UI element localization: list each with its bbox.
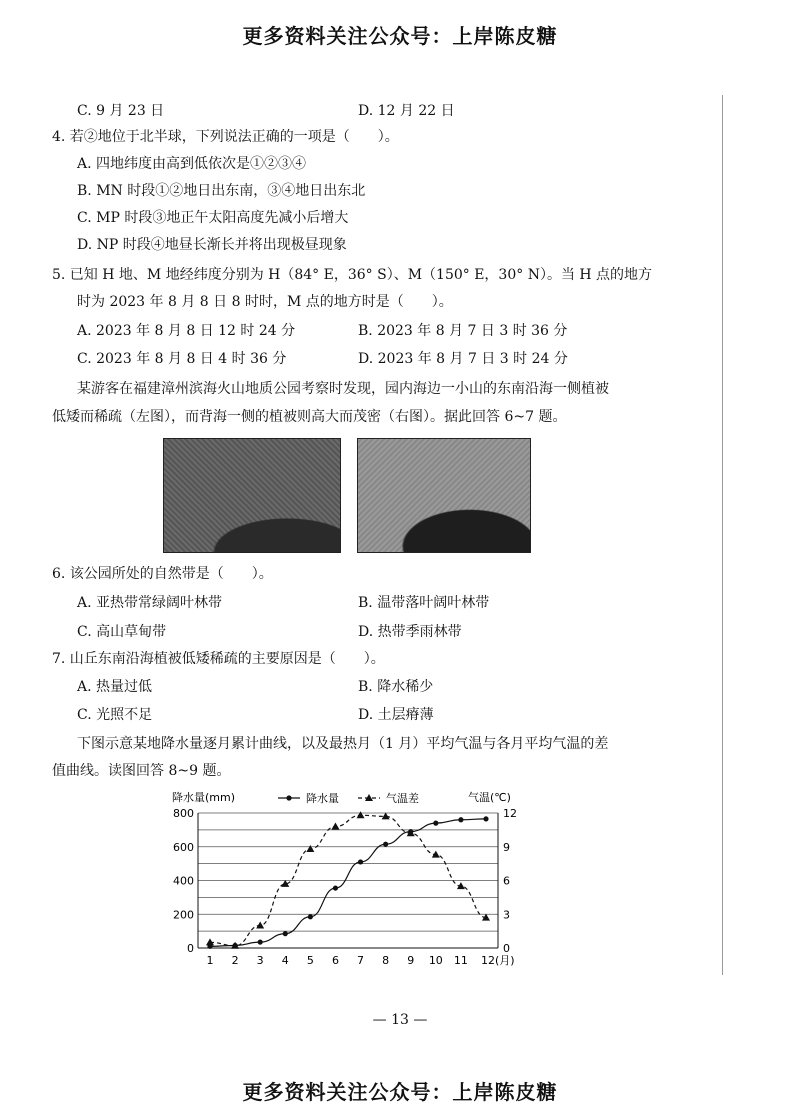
q3-option-c: C. 9 月 23 日 (77, 103, 165, 119)
page-number: — 13 — (372, 1012, 428, 1028)
legend-precip-label: 降水量 (306, 792, 339, 805)
q4-stem: 4. 若②地位于北半球，下列说法正确的一项是（ ）。 (52, 129, 399, 145)
x-tick-label: 1 (206, 954, 214, 967)
right-tick-label: 9 (503, 840, 510, 854)
right-axis-title: 气温(℃) (468, 791, 511, 804)
precipitation-temperature-chart (160, 783, 540, 978)
q5-option-d: D. 2023 年 8 月 7 日 3 时 24 分 (358, 351, 568, 367)
q7-option-d: D. 土层瘠薄 (358, 707, 434, 723)
precip-point (433, 821, 438, 826)
q5-stem-line2: 时为 2023 年 8 月 8 日 8 时时，M 点的地方时是（ ）。 (77, 294, 453, 310)
chart-labels (172, 790, 517, 967)
precip-point (483, 816, 488, 821)
left-tick-label: 200 (173, 908, 194, 922)
q7-option-b: B. 降水稀少 (358, 679, 434, 695)
q7-option-a: A. 热量过低 (77, 679, 153, 695)
temp-diff-point (357, 811, 365, 818)
q5-stem-line1: 5. 已知 H 地、M 地经纬度分别为 H（84° E，36° S）、M（150° E，30° N）。当 H 点的地方 (52, 267, 653, 283)
temp-diff-point (432, 851, 440, 858)
q6-option-d: D. 热带季雨林带 (358, 624, 462, 640)
legend-temp-label: 气温差 (386, 792, 419, 805)
temp-diff-point (331, 823, 339, 830)
page-header-banner: 更多资料关注公众号：上岸陈皮糖 (242, 24, 558, 48)
chart-grid (198, 813, 498, 948)
margin-rule (722, 95, 723, 975)
precip-point (333, 885, 338, 890)
x-tick-label: 3 (256, 954, 264, 967)
q6-stem: 6. 该公园所处的自然带是（ ）。 (52, 566, 273, 582)
inland-vegetation-photo-right (357, 438, 531, 553)
precip-point (358, 859, 363, 864)
passage2-line1: 下图示意某地降水量逐月累计曲线，以及最热月（1 月）平均气温与各月平均气温的差 (77, 736, 609, 752)
x-tick-label: 5 (306, 954, 314, 967)
q7-stem: 7. 山丘东南沿海植被低矮稀疏的主要原因是（ ）。 (52, 651, 385, 667)
q3-option-d: D. 12 月 22 日 (358, 103, 455, 119)
passage1-line1: 某游客在福建漳州滨海火山地质公园考察时发现，园内海边一小山的东南沿海一侧植被 (77, 381, 609, 397)
q4-option-a: A. 四地纬度由高到低依次是①②③④ (77, 156, 307, 172)
q4-option-c: C. MP 时段③地正午太阳高度先减小后增大 (77, 210, 349, 226)
temp-diff-point (457, 882, 465, 889)
right-tick-label: 3 (503, 908, 510, 922)
temp-diff-point (306, 845, 314, 852)
passage1-line2: 低矮而稀疏（左图），而背海一侧的植被则高大而茂密（右图）。据此回答 6~7 题。 (52, 409, 567, 425)
temp-diff-point (256, 922, 264, 929)
left-tick-label: 0 (187, 942, 194, 955)
left-tick-label: 600 (173, 840, 194, 854)
right-tick-label: 6 (503, 874, 510, 888)
x-tick-label: 8 (382, 954, 390, 967)
chart-series (206, 811, 490, 949)
x-tick-label: 12(月) (481, 954, 515, 967)
right-tick-label: 0 (503, 942, 510, 955)
x-tick-label: 7 (357, 954, 365, 967)
temp-diff-point (407, 829, 415, 836)
left-tick-label: 800 (173, 807, 194, 820)
q5-option-a: A. 2023 年 8 月 8 日 12 时 24 分 (77, 323, 296, 339)
q5-option-c: C. 2023 年 8 月 8 日 4 时 36 分 (77, 351, 287, 367)
x-tick-label: 4 (281, 954, 289, 967)
q5-option-b: B. 2023 年 8 月 7 日 3 时 36 分 (358, 323, 568, 339)
series-line-0 (210, 819, 486, 946)
q4-option-b: B. MN 时段①②地日出东南，③④地日出东北 (77, 183, 366, 199)
q6-option-b: B. 温带落叶阔叶林带 (358, 595, 490, 611)
q4-option-d: D. NP 时段④地昼长渐长并将出现极昼现象 (77, 237, 347, 253)
x-tick-label: 2 (231, 954, 239, 967)
precip-point (458, 817, 463, 822)
left-tick-label: 400 (173, 874, 194, 888)
x-tick-label: 11 (453, 954, 468, 967)
precip-point (308, 914, 313, 919)
q6-option-c: C. 高山草甸带 (77, 624, 167, 640)
precip-point (283, 931, 288, 936)
page-footer-banner: 更多资料关注公众号：上岸陈皮糖 (242, 1080, 558, 1104)
x-tick-label: 9 (407, 954, 415, 967)
precip-point (383, 842, 388, 847)
q6-option-a: A. 亚热带常绿阔叶林带 (77, 595, 223, 611)
left-axis-title: 降水量(mm) (172, 791, 236, 804)
right-tick-label: 12 (503, 807, 517, 820)
precip-point (258, 939, 263, 944)
q7-option-c: C. 光照不足 (77, 707, 153, 723)
coastal-vegetation-photo-left (163, 438, 341, 553)
x-tick-label: 6 (331, 954, 339, 967)
legend-precip-marker (286, 795, 291, 800)
passage2-line2: 值曲线。读图回答 8~9 题。 (52, 763, 231, 779)
x-tick-label: 10 (428, 954, 443, 967)
